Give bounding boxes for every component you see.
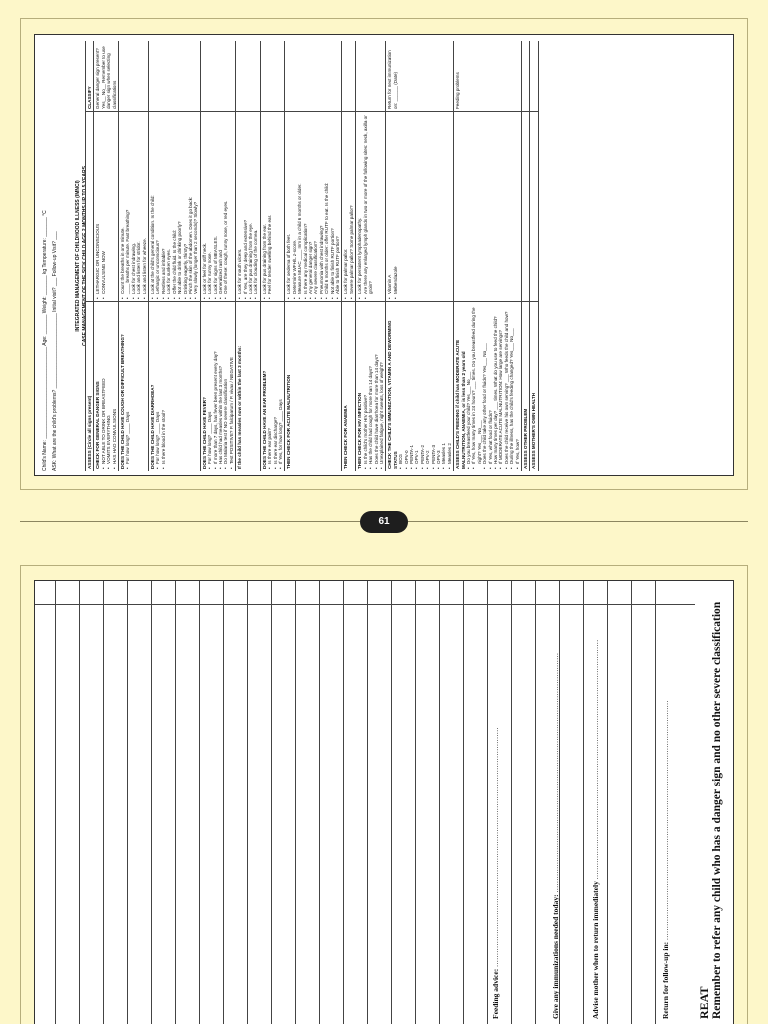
advise-return-field: Advise mother when to return immediately ..................................................................................................... xyxy=(591,639,600,1019)
question-item: • Does the child have diarrhoea for more than 14 days? xyxy=(374,304,379,469)
look-item: • Any severe classification? xyxy=(313,114,318,299)
look-item: • Look for chest indrawing. xyxy=(131,114,136,299)
treat-sheet-rotated xyxy=(35,581,734,1024)
assess-left-cell xyxy=(454,301,521,471)
classify-cell: General danger sign present? Yes__ No__ Remember to use danger sign when selecting classifications xyxy=(95,46,117,109)
look-item: • Severe palmar pallor? Some palmar pallor? xyxy=(349,114,354,299)
ruled-line xyxy=(79,581,80,1024)
feeding-advice-label: Feeding advice: xyxy=(491,968,500,1019)
look-item: • LETHARGIC OR UNCONSCIOUS xyxy=(95,114,100,299)
question-item: • If Yes, for how long? ____ Days xyxy=(278,304,283,469)
assess-left-cell xyxy=(342,301,355,471)
section-heading: DOES THE CHILD HAVE COUGH OR DIFFICULT BREATHING? xyxy=(120,334,126,469)
question-item: • Has the child had cough for more than 14 days? xyxy=(368,304,373,469)
section-heading: ASSESS MOTHER'S OWN HEALTH xyxy=(531,392,537,469)
ruled-line xyxy=(487,581,488,1024)
assess-right-cell xyxy=(149,111,200,301)
assess-right-cell xyxy=(522,111,529,301)
question-item: • PENTA-1 xyxy=(409,304,414,469)
assess-right-cell xyxy=(454,111,521,301)
table-header-row xyxy=(85,41,93,471)
ruled-line xyxy=(439,581,440,1024)
classify-cell: Return for next immunization on: ______ (Date) xyxy=(387,50,398,109)
question-item: • Has child had measles within the last 3 months? xyxy=(218,304,223,469)
look-item: • Look at the child's general condition. Is the child: xyxy=(150,114,155,299)
section-heading: THEN CHECK FOR ACUTE MALNUTRITION xyxy=(286,374,292,469)
question-item: • HAS HAD CONVULSIONS xyxy=(112,304,117,469)
look-item: • Restless and irritable? xyxy=(161,114,166,299)
question-item: • During the illness, has the child's feeding changed? Yes___ No___ xyxy=(509,304,514,469)
classify-cell xyxy=(201,41,235,111)
blank-column-header xyxy=(86,111,93,301)
question-item: • If MODERATE ACUTE MALNUTRITION: How large are servings? xyxy=(498,304,503,469)
assess-right-cell xyxy=(261,111,285,301)
ruled-line xyxy=(319,581,320,1024)
look-item: • Offer the child fluid. Is the child: xyxy=(172,114,177,299)
question-item: • OPV-2 xyxy=(425,304,430,469)
look-item: • Child 6 months or older: offer RUTF to eat. Is the child: xyxy=(324,114,329,299)
assessment-row xyxy=(453,41,521,471)
assess-right-cell xyxy=(342,111,355,301)
question-item: • Is there blood in the stool? xyxy=(161,304,166,469)
ruled-line xyxy=(583,581,584,1024)
classify-cell xyxy=(356,41,385,111)
assess-left-cell xyxy=(149,301,200,471)
assessment-row xyxy=(235,41,260,471)
question-item: • Does the child receive his own serving? ___ Who feeds the child and how? xyxy=(504,304,509,469)
look-item: • CONVULSING NOW xyxy=(101,114,106,299)
question-item: • OPV-1 xyxy=(414,304,419,469)
question-item: • If Yes, how many times in 24 hours? ___ times. Do you breastfeed during the night? Yes___ No___ xyxy=(471,304,482,469)
look-item: • Count the breaths in one minute. xyxy=(120,114,125,299)
classify-cell xyxy=(522,41,529,111)
look-item: • Look for pus draining from the eye. xyxy=(248,114,253,299)
question-item: • OPV-0 xyxy=(404,304,409,469)
question-item: • Measles 1 xyxy=(441,304,446,469)
question-item: • If Yes, how? xyxy=(515,304,520,469)
assess-left-cell xyxy=(522,301,529,471)
question-item: • For how long? ____ Days xyxy=(207,304,212,469)
question-item: • Does the child take any other food or fluids? Yes___ No___ xyxy=(482,304,487,469)
return-followup-field: Return for follow-up in: ..................................................................................................... xyxy=(661,700,670,1019)
classify-cell xyxy=(236,41,260,111)
classify-cell xyxy=(261,41,285,111)
feeding-advice-field: Feeding advice: ..................................................................................................... xyxy=(491,727,500,1019)
ruled-line xyxy=(151,581,152,1024)
ruled-line xyxy=(199,581,200,1024)
immunization-label: Give any immunizations needed today: xyxy=(551,894,560,1019)
form-title-2: CASE MANAGEMENT OF THE SICK CHILD AGE 2 MONTHS UP TO 5 YEARS xyxy=(81,166,88,346)
assessment-row xyxy=(93,41,118,471)
question-item: • Is there ear pain? xyxy=(267,304,272,469)
assess-left-cell xyxy=(94,301,118,471)
page-divider-right xyxy=(408,521,748,522)
assessment-row xyxy=(284,41,341,471)
question-item: • For how long? ____ Days xyxy=(125,304,130,469)
look-item: • Not able to drink or drinking poorly? xyxy=(177,114,182,299)
look-item: • Look for oedema of both feet. xyxy=(286,114,291,299)
classify-column-header: CLASSIFY xyxy=(87,86,92,109)
assess-left-cell xyxy=(119,301,148,471)
immunization-field: Give any immunizations needed today: ..................................................................................................... xyxy=(551,652,560,1019)
child-details xyxy=(43,51,63,471)
section-heading: ASSESS OTHER PROBLEM xyxy=(523,408,529,469)
assess-right-cell xyxy=(201,111,235,301)
assessment-row xyxy=(385,41,453,471)
look-item: • Lethargic or unconscious? xyxy=(155,114,160,299)
classify-cell xyxy=(119,41,148,111)
assessment-row xyxy=(529,41,538,471)
look-item: • Are there any enlarged lymph glands in two or more of the following sites: neck, axilla or groin? xyxy=(363,114,374,299)
ruled-line xyxy=(343,581,344,1024)
return-followup-label: Return for follow-up in: xyxy=(661,941,670,1019)
look-item: • Any general danger sign? xyxy=(308,114,313,299)
look-item: • Generalized rash and xyxy=(218,114,223,299)
look-item: • Not able to finish RUTF portion? xyxy=(330,114,335,299)
question-item: • PENTA-2 xyxy=(420,304,425,469)
ruled-line xyxy=(295,581,296,1024)
look-item: • Look for clouding of the cornea. xyxy=(253,114,258,299)
look-item: • Pneumonia with chest indrawing? xyxy=(319,114,324,299)
ruled-line xyxy=(415,581,416,1024)
question-item: • Measles 2 xyxy=(447,304,452,469)
assess-left-cell xyxy=(285,301,341,471)
look-item: • Look for palmar pallor. xyxy=(343,114,348,299)
look-item: • Look for runny nose. xyxy=(207,114,212,299)
classify-cell xyxy=(149,41,200,111)
advise-return-label: Advise mother when to return immediately xyxy=(591,881,600,1019)
question-item: • Unexplained fatigue, night sweats, loss of weight? xyxy=(379,304,384,469)
assess-left-cell xyxy=(261,301,285,471)
look-item: • Pinch the skin of the abdomen. Does it go back: xyxy=(188,114,193,299)
look-item: • Feel for tender swelling behind the ear. xyxy=(267,114,272,299)
look-item: • One of these: cough, runny nose, or red eyes. xyxy=(223,114,228,299)
ruled-line xyxy=(271,581,272,1024)
look-item: • Drinking eagerly, thirsty? xyxy=(183,114,188,299)
column-divider xyxy=(35,604,695,605)
classify-cell: Feeding problems xyxy=(455,72,461,109)
treat-heading: REAT xyxy=(697,986,711,1019)
look-item: • Mebendazole xyxy=(393,114,398,299)
look-item: • Able to finish RUTF portion? xyxy=(335,114,340,299)
remember-note: Remember to refer any child who has a danger sign and no other severe classification xyxy=(711,601,723,1019)
ruled-line xyxy=(223,581,224,1024)
look-item: • Very slowly (longer than 2 seconds)? Slowly? xyxy=(193,114,198,299)
visit-line: ASK: What are the child's problems? ___________________________ Initial visit? ___ Follow-up Visit? ___ xyxy=(51,231,58,471)
assess-column-header: ASSESS (Circle all signs present) xyxy=(86,301,93,471)
assess-left-cell xyxy=(386,301,453,471)
classify-cell xyxy=(530,41,537,111)
ruled-line xyxy=(631,581,632,1024)
question-item: • Is the child's mother HIV positive? xyxy=(363,304,368,469)
look-item: • Measure MUAC ____ mm in a child 6 months or older. xyxy=(297,114,302,299)
look-item: • Determine WFH/L z-score. xyxy=(292,114,297,299)
look-item: • Look and listen for wheeze. xyxy=(142,114,147,299)
assess-left-cell xyxy=(356,301,385,471)
ruled-line xyxy=(127,581,128,1024)
assess-right-cell xyxy=(119,111,148,301)
look-item: • Look for pus draining from the ear. xyxy=(262,114,267,299)
look-item: • Look for persistent lymphadenopathy. xyxy=(357,114,362,299)
assessment-row xyxy=(118,41,148,471)
ruled-line xyxy=(535,581,536,1024)
assessment-row xyxy=(355,41,385,471)
look-item: • Vitamin A xyxy=(387,114,392,299)
assessment-row xyxy=(260,41,285,471)
question-item: • Do you breastfeed your child? Yes___ No___ xyxy=(466,304,471,469)
ruled-line xyxy=(367,581,368,1024)
question-item: • BCG xyxy=(398,304,403,469)
recording-form-rotated xyxy=(35,35,734,476)
question-item: • If more than 7 days, has fever been present every day? xyxy=(213,304,218,469)
question-item: • PENTA-3 xyxy=(431,304,436,469)
section-heading: If the child has measles now or within the last 3 months: xyxy=(237,345,243,469)
question-item: • If Yes, what food or fluids? xyxy=(488,304,493,469)
ruled-line xyxy=(463,581,464,1024)
assessment-row xyxy=(521,41,529,471)
child-name-line: Child's Name: _________________________________ Age: _______ Weight: _______ kg Temperature: _______ °C xyxy=(42,210,48,471)
section-heading: CHECK FOR GENERAL DANGER SIGNS xyxy=(95,381,101,469)
assess-left-cell xyxy=(530,301,537,471)
ruled-line xyxy=(607,581,608,1024)
ruled-line xyxy=(55,581,56,1024)
look-item: • Look for signs of MEASLES. xyxy=(213,114,218,299)
page-divider-left xyxy=(20,521,360,522)
assessment-table xyxy=(85,41,539,471)
look-item: • Look or feel for stiff neck. xyxy=(202,114,207,299)
assess-left-cell xyxy=(236,301,260,471)
classify-cell xyxy=(342,41,355,111)
page-number-badge: 61 xyxy=(360,511,408,533)
ruled-line xyxy=(247,581,248,1024)
section-heading: DOES THE CHILD HAVE DIARRHOEA? xyxy=(150,384,156,469)
assess-right-cell xyxy=(285,111,341,301)
section-heading: DOES THE CHILD HAVE AN EAR PROBLEM? xyxy=(261,370,267,469)
recording-form-sheet xyxy=(34,34,734,476)
question-item: • How many times per day? ___ times. What do you use to feed the child? xyxy=(493,304,498,469)
look-item: • Is there any medical complication? xyxy=(303,114,308,299)
section-heading: ASSESS CHILD'S FEEDING if child has MODERATE ACUTE MALNUTRITION, ANAEMIA, or is less than 2 years old xyxy=(455,339,466,469)
assess-right-cell xyxy=(386,111,453,301)
assessment-row xyxy=(200,41,235,471)
section-heading: DOES THE CHILD HAVE FEVER? xyxy=(201,397,207,469)
look-item: • If Yes, are they deep and extensive? xyxy=(243,114,248,299)
assess-right-cell xyxy=(530,111,537,301)
question-item: • Do Malaria test if NO severe classification xyxy=(223,304,228,469)
section-heading: THEN CHECK FOR ANAEMIA xyxy=(343,405,349,469)
question-item: • VOMITS EVERYTHING xyxy=(106,304,111,469)
treat-sheet xyxy=(34,580,734,1024)
look-item: • Look for sunken eyes. xyxy=(166,114,171,299)
question-item: • NOT ABLE TO DRINK OR BREASTFEED xyxy=(101,304,106,469)
question-item: • For how long? ____ Days xyxy=(155,304,160,469)
classify-cell xyxy=(285,41,341,111)
assess-right-cell xyxy=(94,111,118,301)
assessment-row xyxy=(148,41,200,471)
assessment-row xyxy=(341,41,355,471)
ruled-line xyxy=(511,581,512,1024)
look-item: • Look for mouth ulcers. xyxy=(237,114,242,299)
assess-left-cell xyxy=(201,301,235,471)
look-item: • ____ breaths per minute. Fast breathing? xyxy=(125,114,130,299)
section-heading: THEN CHECK FOR HIV INFECTION xyxy=(357,392,363,469)
assess-right-cell xyxy=(356,111,385,301)
question-item: • OPV-3 xyxy=(436,304,441,469)
section-heading: CHECK THE CHILD'S IMMUNIZATION, VITAMIN A AND DEWORMING STATUS xyxy=(387,320,398,469)
ruled-line xyxy=(655,581,656,1024)
ruled-line xyxy=(391,581,392,1024)
ruled-line xyxy=(175,581,176,1024)
look-item: • Look and listen for stridor. xyxy=(136,114,141,299)
question-item: • Is there ear discharge? xyxy=(273,304,278,469)
question-item: • Test POSITIVE? P. falciparum / P. vivax / NEGATIVE xyxy=(229,304,234,469)
ruled-line xyxy=(103,581,104,1024)
form-title-1: INTEGRATED MANAGEMENT OF CHILDHOOD ILLNESS (IMNCI) xyxy=(75,180,81,332)
assess-right-cell xyxy=(236,111,260,301)
